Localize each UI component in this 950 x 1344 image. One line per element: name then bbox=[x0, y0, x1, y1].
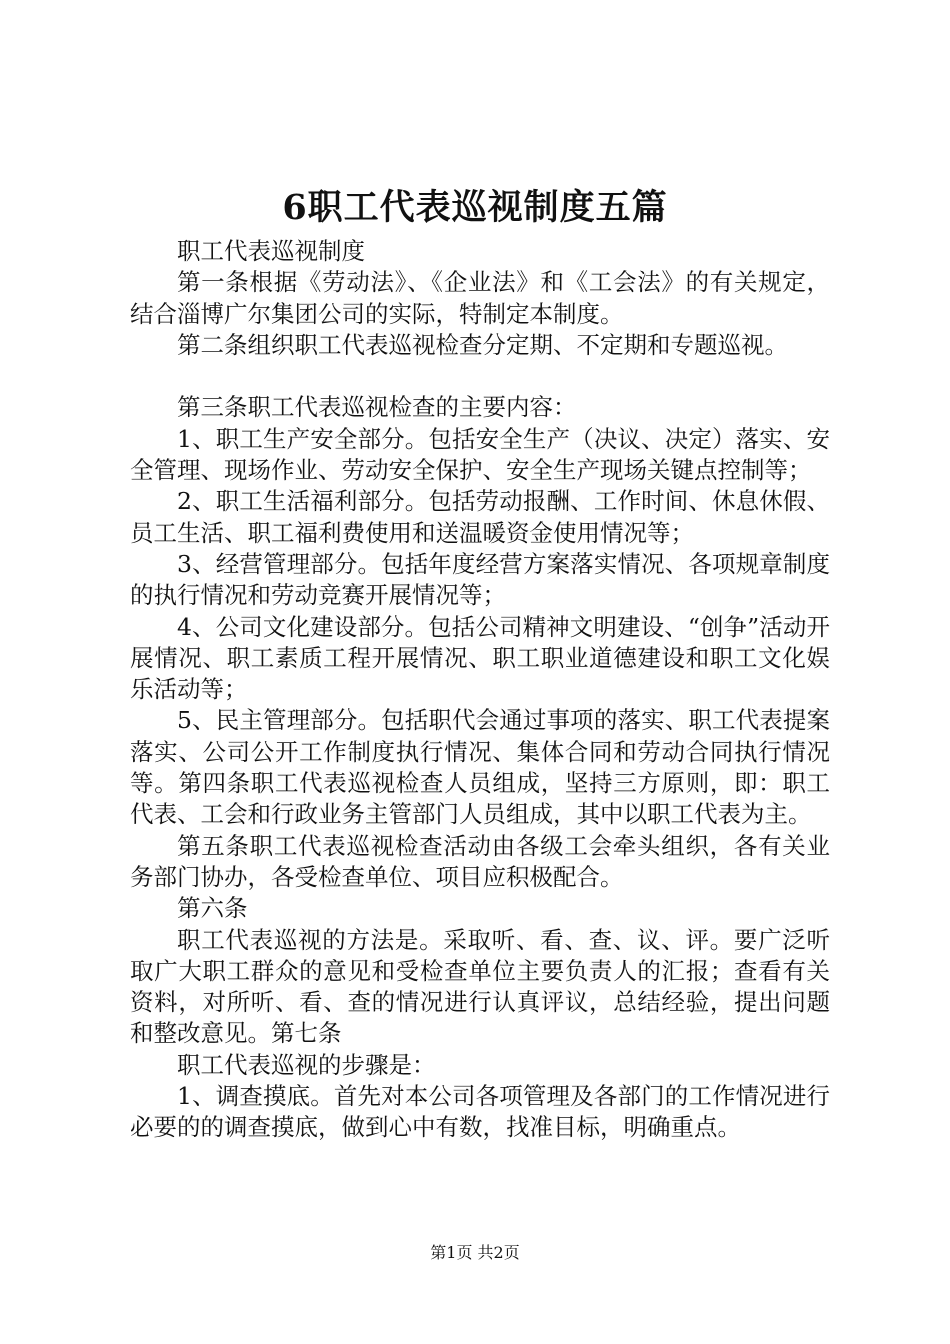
paragraph-heading: 职工代表巡视制度 bbox=[177, 237, 365, 265]
paragraph-steps: 职工代表巡视的步骤是： bbox=[177, 1050, 436, 1079]
paragraph-article-2: 第二条组织职工代表巡视检查分定期、不定期和专题巡视。 bbox=[177, 330, 788, 359]
document-body bbox=[130, 236, 830, 1144]
paragraph-method: 职工代表巡视的方法是。采取听、看、查、议、评。要广泛听取广大职工群众的意见和受检查单位主要负责人的汇报；查看有关资料，对所听、看、查的情况进行认真评议，总结经验，提出问题和整改意见。第七条 bbox=[130, 925, 830, 1048]
paragraph-item-5: 5、民主管理部分。包括职代会通过事项的落实、职工代表提案落实、公司公开工作制度执行情况、集体合同和劳动合同执行情况等。第四条职工代表巡视检查人员组成，坚持三方原则，即：职工代表、工会和行政业务主管部门人员组成，其中以职工代表为主。 bbox=[130, 706, 830, 829]
paragraph-step-1: 1、调查摸底。首先对本公司各项管理及各部门的工作情况进行必要的的调查摸底，做到心中有数，找准目标，明确重点。 bbox=[130, 1082, 830, 1142]
paragraph-article-6: 第六条 bbox=[177, 894, 248, 923]
paragraph-item-4: 4、公司文化建设部分。包括公司精神文明建设、“创争”活动开展情况、职工素质工程开展情况、职工职业道德建设和职工文化娱乐活动等； bbox=[130, 612, 830, 704]
document-title: 6职工代表巡视制度五篇 bbox=[282, 187, 668, 228]
paragraph-item-3: 3、经营管理部分。包括年度经营方案落实情况、各项规章制度的执行情况和劳动竞赛开展情况等； bbox=[130, 549, 830, 610]
paragraph-article-3: 第三条职工代表巡视检查的主要内容： bbox=[177, 393, 577, 422]
paragraph-item-2: 2、职工生活福利部分。包括劳动报酬、工作时间、休息休假、员工生活、职工福利费使用和送温暖资金使用情况等； bbox=[130, 487, 830, 547]
page-footer: 第1页 共2页 bbox=[430, 1243, 520, 1262]
paragraph-article-1: 第一条根据《劳动法》、《企业法》和《工会法》的有关规定，结合淄博广尔集团公司的实际，特制定本制度。 bbox=[130, 268, 830, 328]
paragraph-article-5: 第五条职工代表巡视检查活动由各级工会牵头组织，各有关业务部门协办，各受检查单位、项目应积极配合。 bbox=[130, 831, 830, 891]
paragraph-item-1: 1、职工生产安全部分。包括安全生产（决议、决定）落实、安全管理、现场作业、劳动安全保护、安全生产现场关键点控制等； bbox=[130, 424, 830, 485]
